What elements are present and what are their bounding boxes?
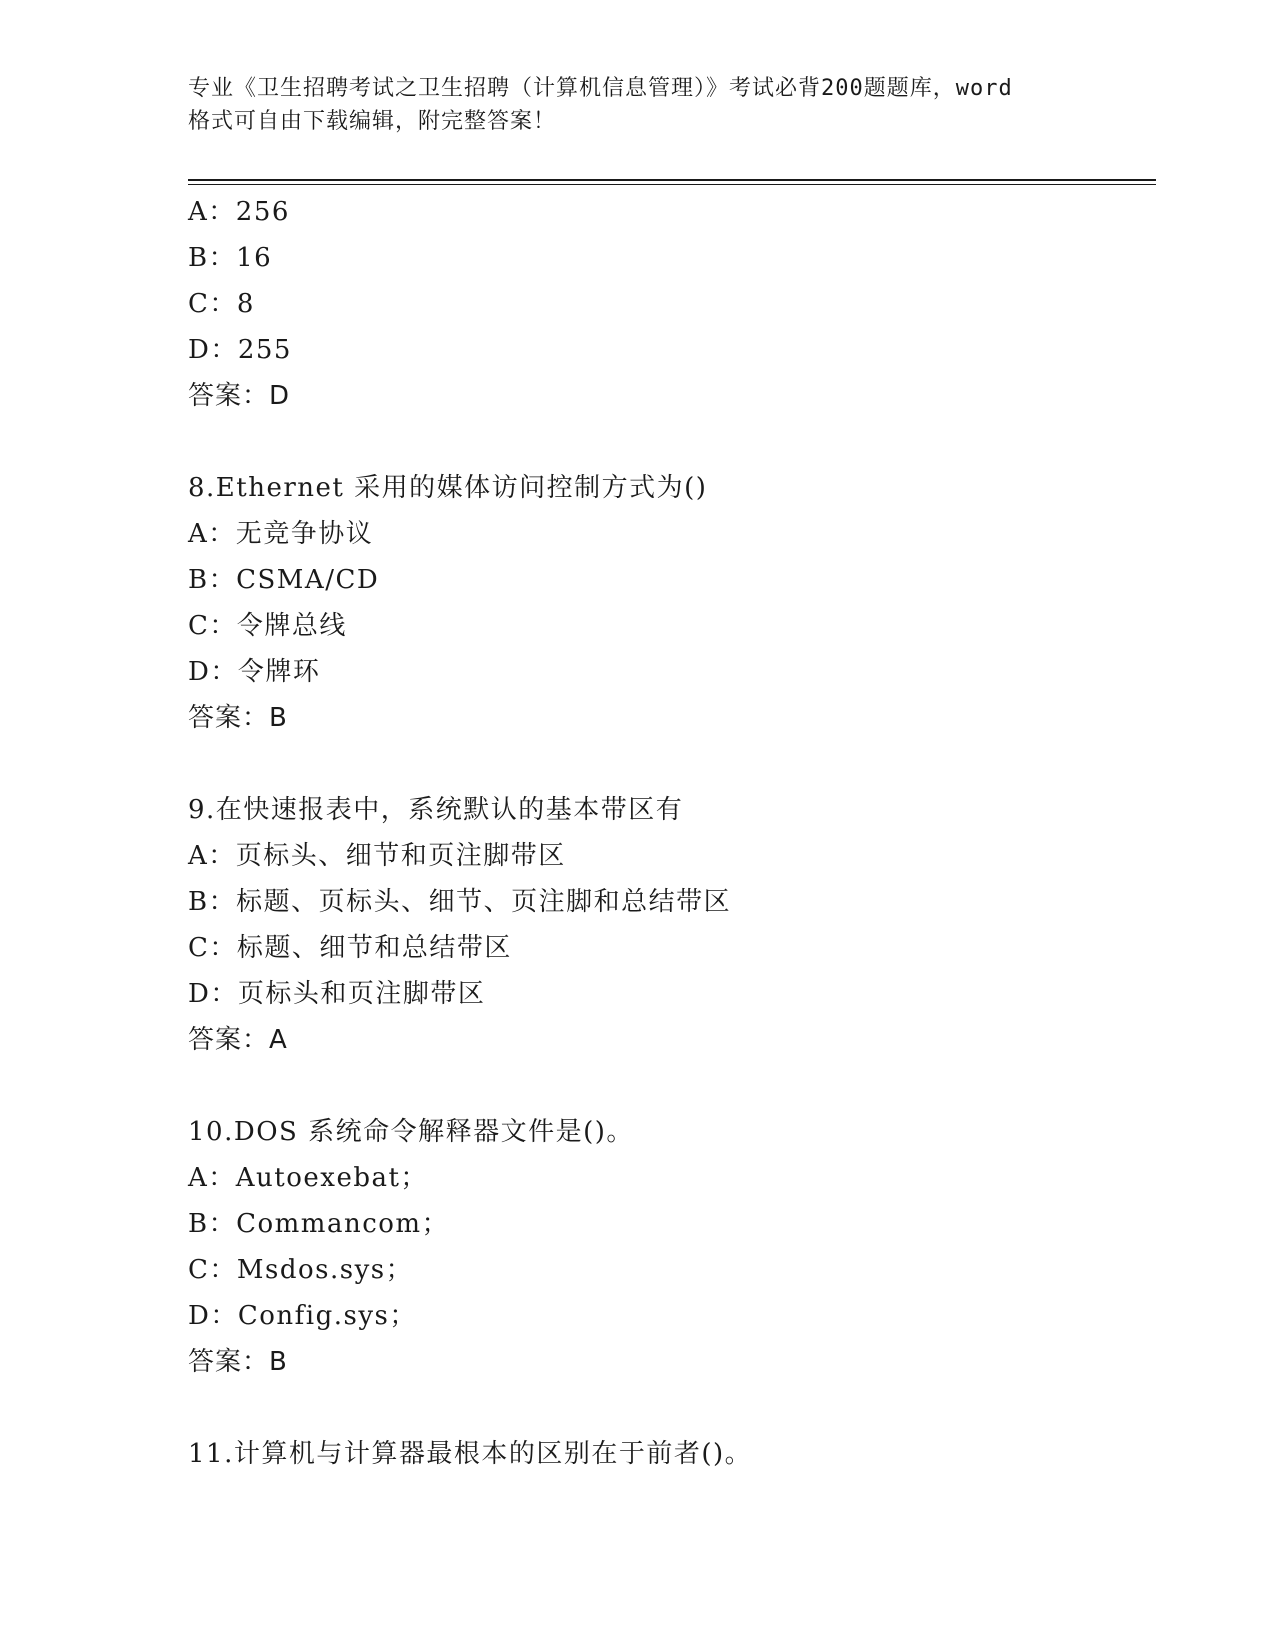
question-text: 11.计算机与计算器最根本的区别在于前者()。 [188,1439,753,1469]
option-d: D：Config.sys； [188,1301,417,1331]
question-11-block [188,1431,1156,1477]
question-text: 10.DOS 系统命令解释器文件是()。 [188,1117,634,1147]
answer: 答案：A [188,1025,288,1055]
option-b: B：CSMA/CD [188,565,380,595]
option-a: A：256 [188,197,290,227]
option-c: C：8 [188,289,255,319]
header-line-1: 专业《卫生招聘考试之卫生招聘（计算机信息管理）》考试必背200题题库，word [188,76,1013,101]
question-8-block [188,465,1156,741]
question-text: 8.Ethernet 采用的媒体访问控制方式为() [188,473,708,503]
question-text: 9.在快速报表中，系统默认的基本带区有 [188,795,684,825]
question-9-block [188,787,1156,1063]
option-b: B：16 [188,243,273,273]
option-d: D：页标头和页注脚带区 [188,979,486,1009]
option-a: A：无竞争协议 [188,519,374,549]
spacer [188,1385,1156,1431]
option-b: B：Commancom； [188,1209,450,1239]
option-c: C：令牌总线 [188,611,347,641]
option-c: C：Msdos.sys； [188,1255,414,1285]
option-b: B：标题、页标头、细节、页注脚和总结带区 [188,887,732,917]
document-header [188,72,1088,138]
spacer [188,1063,1156,1109]
spacer [188,741,1156,787]
answer: 答案：B [188,703,288,733]
option-d: D：令牌环 [188,657,321,687]
answer: 答案：B [188,1347,288,1377]
answer: 答案：D [188,381,291,411]
option-a: A：Autoexebat； [188,1163,428,1193]
header-divider-thin [188,184,1156,185]
spacer [188,419,1156,465]
question-7-block [188,189,1156,419]
question-list [188,189,1156,1477]
header-line-2: 格式可自由下载编辑，附完整答案！ [188,109,557,134]
option-d: D：255 [188,335,292,365]
option-c: C：标题、细节和总结带区 [188,933,512,963]
question-10-block [188,1109,1156,1385]
option-a: A：页标头、细节和页注脚带区 [188,841,566,871]
header-divider-thick [188,179,1156,181]
